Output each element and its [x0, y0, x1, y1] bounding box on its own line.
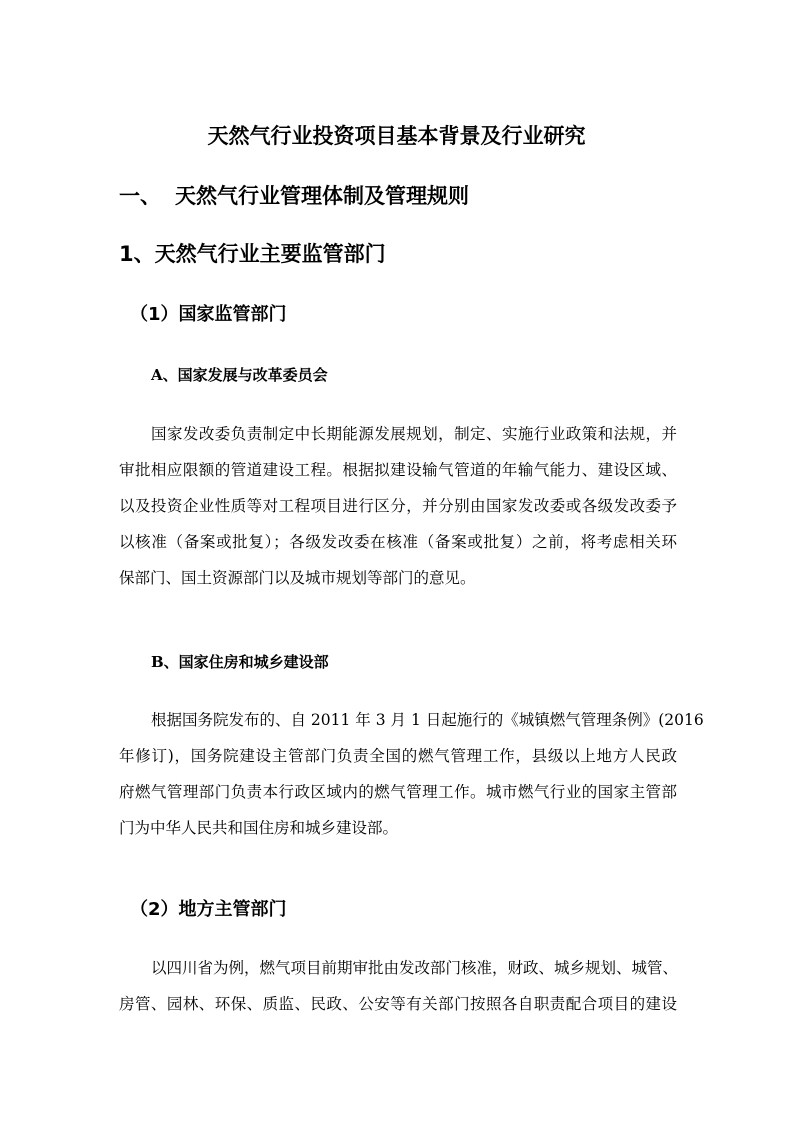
section-number: 一、 — [119, 184, 161, 208]
item-heading-b: B、国家住房和城乡建设部 — [151, 653, 329, 671]
paragraph-line: 门为中华人民共和国住房和城乡建设部。 — [119, 819, 399, 837]
paragraph-line: 保部门、国土资源部门以及城市规划等部门的意见。 — [119, 569, 476, 587]
section-title: 天然气行业管理体制及管理规则 — [175, 184, 469, 208]
subsection-heading-1: 1、天然气行业主要监管部门 — [119, 242, 386, 266]
paragraph-line: 根据国务院发布的、自 2011 年 3 月 1 日起施行的《城镇燃气管理条例》(2016 — [151, 711, 704, 729]
paragraph-line: 国家发改委负责制定中长期能源发展规划，制定、实施行业政策和法规，并 — [151, 425, 677, 443]
paragraph-line: 年修订)，国务院建设主管部门负责全国的燃气管理工作，县级以上地方人民政 — [119, 747, 677, 765]
paragraph-local — [119, 950, 677, 1022]
paragraph-line: 审批相应限额的管道建设工程。根据拟建设输气管道的年输气能力、建设区域、 — [119, 461, 677, 479]
item-heading-a: A、国家发展与改革委员会 — [151, 366, 328, 384]
paragraph-line: 房管、园林、环保、质监、民政、公安等有关部门按照各自职责配合项目的建设 — [119, 995, 677, 1013]
paragraph-line: 以四川省为例，燃气项目前期审批由发改部门核准，财政、城乡规划、城管、 — [151, 959, 679, 977]
paragraph-mohurd — [119, 702, 704, 846]
paragraph-ndrc — [119, 416, 677, 596]
paragraph-line: 以核准（备案或批复）；各级发改委在核准（备案或批复）之前，将考虑相关环 — [119, 533, 677, 551]
part-heading-1: （1）国家监管部门 — [130, 304, 287, 325]
part-heading-2: （2）地方主管部门 — [130, 899, 287, 920]
paragraph-line: 府燃气管理部门负责本行政区域内的燃气管理工作。城市燃气行业的国家主管部 — [119, 783, 677, 801]
section-heading-1 — [119, 180, 469, 210]
paragraph-line: 以及投资企业性质等对工程项目进行区分，并分别由国家发改委或各级发改委予 — [119, 497, 677, 515]
document-title: 天然气行业投资项目基本背景及行业研究 — [207, 124, 586, 148]
